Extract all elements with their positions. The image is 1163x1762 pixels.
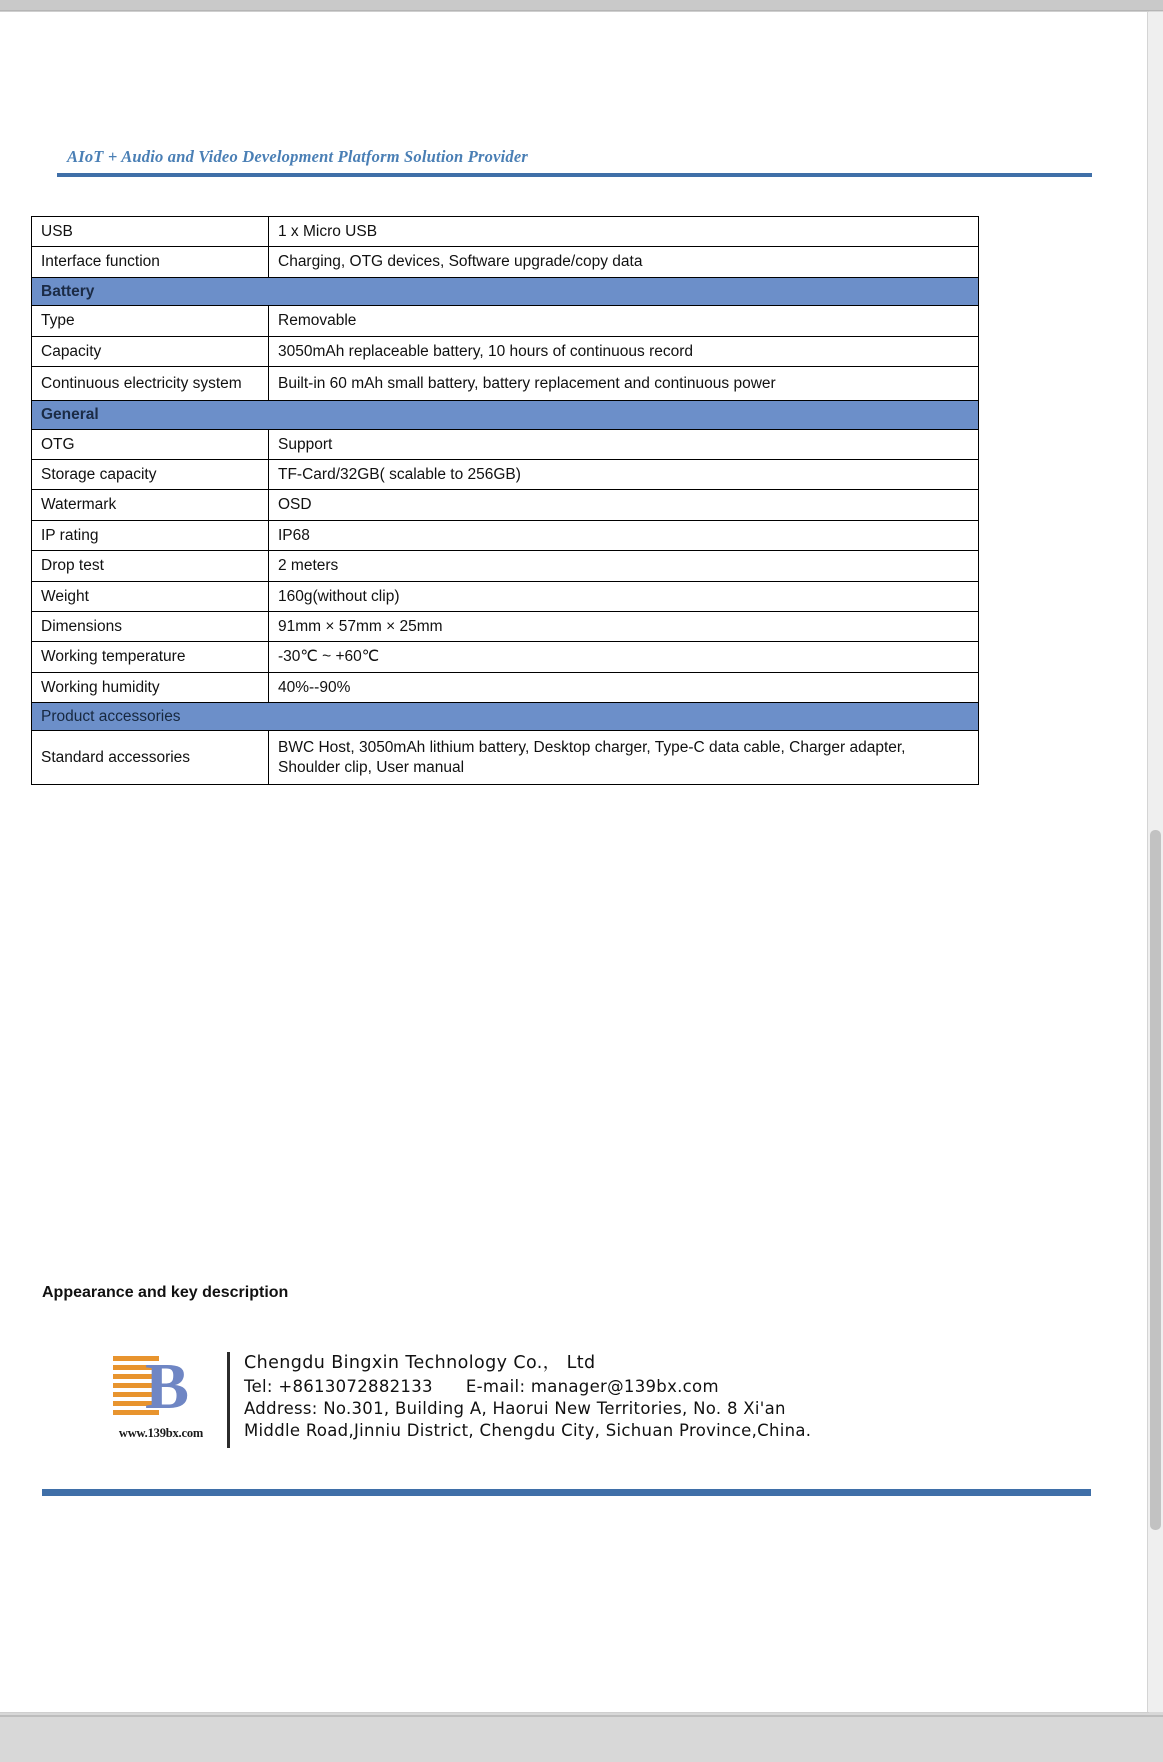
spec-value: Support — [269, 429, 979, 459]
footer-address-line-2: Middle Road,Jinniu District, Chengdu City, Sichuan Province,China. — [244, 1420, 812, 1440]
table-row — [32, 306, 979, 336]
spec-label: Drop test — [32, 551, 269, 581]
viewer-top-strip — [0, 0, 1163, 11]
table-row — [32, 551, 979, 581]
footer-company-name: Chengdu Bingxin Technology Co.， Ltd — [244, 1353, 596, 1373]
page-footer — [0, 1342, 1148, 1482]
spec-label: USB — [32, 217, 269, 247]
company-logo — [105, 1350, 217, 1441]
section-title: Product accessories — [32, 703, 979, 731]
spec-value: 2 meters — [269, 551, 979, 581]
specification-table — [31, 216, 979, 785]
spec-label: Storage capacity — [32, 460, 269, 490]
logo-letter: B — [145, 1350, 190, 1423]
table-row — [32, 672, 979, 702]
spec-label: Working humidity — [32, 672, 269, 702]
spec-value: Removable — [269, 306, 979, 336]
footer-divider — [227, 1352, 230, 1448]
section-title: General — [32, 401, 979, 429]
spec-label: Working temperature — [32, 642, 269, 672]
table-row — [32, 247, 979, 277]
table-row — [32, 581, 979, 611]
spec-value: BWC Host, 3050mAh lithium battery, Desktop charger, Type-C data cable, Charger adapter, Shoulder clip, User manual — [269, 731, 979, 785]
spec-value: -30℃ ~ +60℃ — [269, 642, 979, 672]
scrollbar-thumb[interactable] — [1150, 830, 1161, 1530]
spec-label: Type — [32, 306, 269, 336]
footer-email: E-mail: manager@139bx.com — [465, 1377, 719, 1397]
spec-value: 160g(without clip) — [269, 581, 979, 611]
footer-address-line-1: Address: No.301, Building A, Haorui New Territories, No. 8 Xi'an — [244, 1398, 786, 1418]
footer-rule — [42, 1489, 1091, 1496]
spec-label: Weight — [32, 581, 269, 611]
table-row — [32, 490, 979, 520]
spec-value: OSD — [269, 490, 979, 520]
spec-value: Built-in 60 mAh small battery, battery replacement and continuous power — [269, 366, 979, 400]
section-title: Battery — [32, 277, 979, 305]
table-row — [32, 731, 979, 785]
page-header-rule — [57, 173, 1092, 177]
vertical-scrollbar[interactable] — [1147, 12, 1163, 1712]
table-section-row — [32, 401, 979, 429]
footer-contact-line — [244, 1376, 811, 1398]
spec-value: 1 x Micro USB — [269, 217, 979, 247]
spec-value: 40%--90% — [269, 672, 979, 702]
spec-label: Capacity — [32, 336, 269, 366]
spec-label: OTG — [32, 429, 269, 459]
table-row — [32, 520, 979, 550]
logo-mark-icon — [105, 1350, 209, 1424]
specification-table-body — [32, 217, 979, 785]
table-row — [32, 366, 979, 400]
spec-value: IP68 — [269, 520, 979, 550]
viewer-bottom-strip — [0, 1715, 1163, 1762]
footer-content — [105, 1350, 811, 1448]
footer-tel: Tel: +8613072882133 — [244, 1377, 433, 1397]
table-section-row — [32, 703, 979, 731]
table-section-row — [32, 277, 979, 305]
spec-label: IP rating — [32, 520, 269, 550]
spec-label: Interface function — [32, 247, 269, 277]
table-row — [32, 217, 979, 247]
spec-value: 91mm × 57mm × 25mm — [269, 611, 979, 641]
logo-website-label: www.139bx.com — [118, 1426, 204, 1440]
spec-label: Dimensions — [32, 611, 269, 641]
table-row — [32, 611, 979, 641]
page-header — [57, 147, 1092, 177]
spec-label: Standard accessories — [32, 731, 269, 785]
table-row — [32, 642, 979, 672]
table-row — [32, 460, 979, 490]
page-header-tagline: AIoT + Audio and Video Development Platform Solution Provider — [67, 147, 529, 166]
table-row — [32, 336, 979, 366]
table-row — [32, 429, 979, 459]
spec-value: Charging, OTG devices, Software upgrade/copy data — [269, 247, 979, 277]
document-page — [0, 12, 1148, 1712]
appearance-section-heading: Appearance and key description — [42, 1284, 289, 1301]
spec-label: Watermark — [32, 490, 269, 520]
spec-label: Continuous electricity system — [32, 366, 269, 400]
footer-contact-block — [244, 1350, 811, 1441]
spec-value: 3050mAh replaceable battery, 10 hours of continuous record — [269, 336, 979, 366]
spec-value: TF-Card/32GB( scalable to 256GB) — [269, 460, 979, 490]
viewer-bottom-line — [0, 1715, 1163, 1717]
